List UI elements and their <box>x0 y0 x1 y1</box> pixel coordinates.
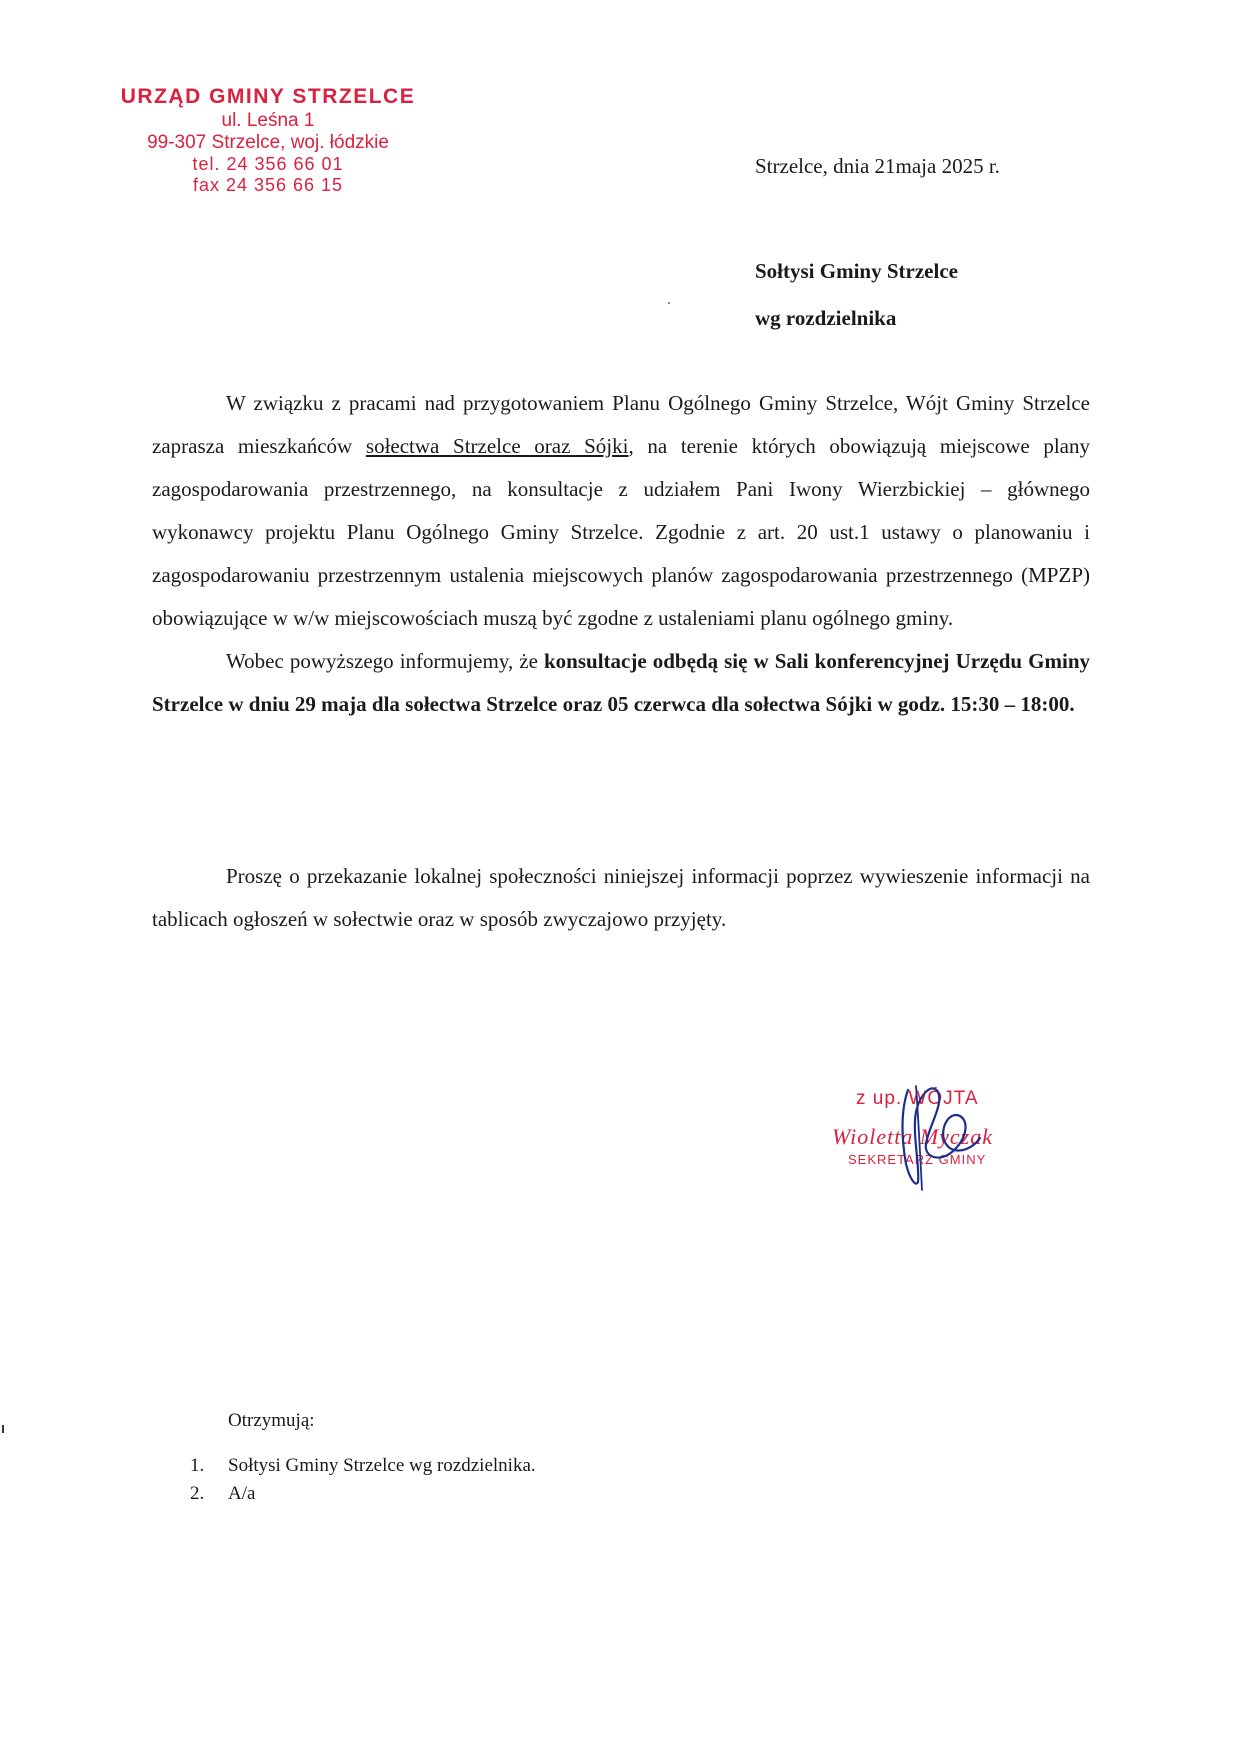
handwritten-signature <box>886 1072 996 1192</box>
paragraph-3: Proszę o przekazanie lokalnej społeczności niniejszej informacji poprzez wywieszenie informacji na tablicach ogłoszeń w sołectwie oraz w sposób zwyczajowo przyjęty. <box>152 864 1090 931</box>
list-item <box>190 1452 536 1480</box>
stamp-authority: z up. WÓJTA <box>856 1088 979 1109</box>
office-fax: fax 24 356 66 15 <box>192 175 344 195</box>
list-item-text: Sołtysi Gminy Strzelce wg rozdzielnika. <box>228 1455 536 1476</box>
distribution-heading: Otrzymują: <box>228 1410 315 1431</box>
list-item-text: A/a <box>228 1483 256 1504</box>
official-stamp <box>826 1080 1056 1200</box>
letter-date: Strzelce, dnia 21maja 2025 r. <box>755 154 1000 178</box>
scan-speck <box>668 302 670 304</box>
office-name: URZĄD GMINY STRZELCE <box>120 85 416 108</box>
paragraph-1-end: , na terenie których obowiązują miejscowe plany zagospodarowania przestrzennego, na konsultacje z udziałem Pani Iwony Wierzbickiej – głównego wykonawcy projektu Planu Ogólnego Gminy Strzelce. Zgodnie z art. 20 ust.1 ustawy o planowaniu i zagospodarowaniu przestrzennym ustalenia miejscowych planów zagospodarowania przestrzennego (MPZP) obowiązujące w w/w miejscowościach muszą być zgodne z ustaleniami planu ogólnego gminy. <box>152 434 1091 630</box>
paragraph-1-start: W związku z pracami nad przygotowaniem Planu Ogólnego Gminy Strzelce, Wójt Gminy Strzelce zaprasza mieszkańców <box>152 391 1090 458</box>
list-item-number: 1. <box>190 1455 205 1476</box>
office-city: 99-307 Strzelce, woj. łódzkie <box>147 132 389 153</box>
office-street: ul. Leśna 1 <box>221 110 315 131</box>
recipient-block <box>755 248 958 342</box>
paragraph-2-bold: konsultacje odbędą się w Sali konferencyjnej Urzędu Gminy Strzelce w dniu 29 maja dla sołectwa Strzelce oraz 05 czerwca dla sołectwa Sójki w godz. 15:30 – 18:00. <box>152 649 1090 716</box>
office-phone: tel. 24 356 66 01 <box>192 154 344 174</box>
stamp-signatory-name: Wioletta Myczak <box>832 1124 994 1149</box>
letterhead <box>108 84 428 196</box>
paragraph-1 <box>152 382 1090 640</box>
recipient-line-2: wg rozdzielnika <box>755 306 897 330</box>
distribution-list <box>190 1452 536 1508</box>
paragraph-2 <box>152 640 1090 726</box>
letter-body <box>152 382 1090 726</box>
paragraph-2-start: Wobec powyższego informujemy, że <box>226 649 544 673</box>
recipient-line-1: Sołtysi Gminy Strzelce <box>755 259 958 283</box>
paragraph-1-underlined: sołectwa Strzelce oraz Sójki <box>365 434 629 458</box>
letter-body-closing <box>152 855 1090 941</box>
stamp-signatory-role: SEKRETARZ GMINY <box>848 1152 987 1167</box>
list-item-number: 2. <box>190 1483 205 1504</box>
scan-edge-mark <box>2 1425 4 1433</box>
list-item <box>190 1480 536 1508</box>
